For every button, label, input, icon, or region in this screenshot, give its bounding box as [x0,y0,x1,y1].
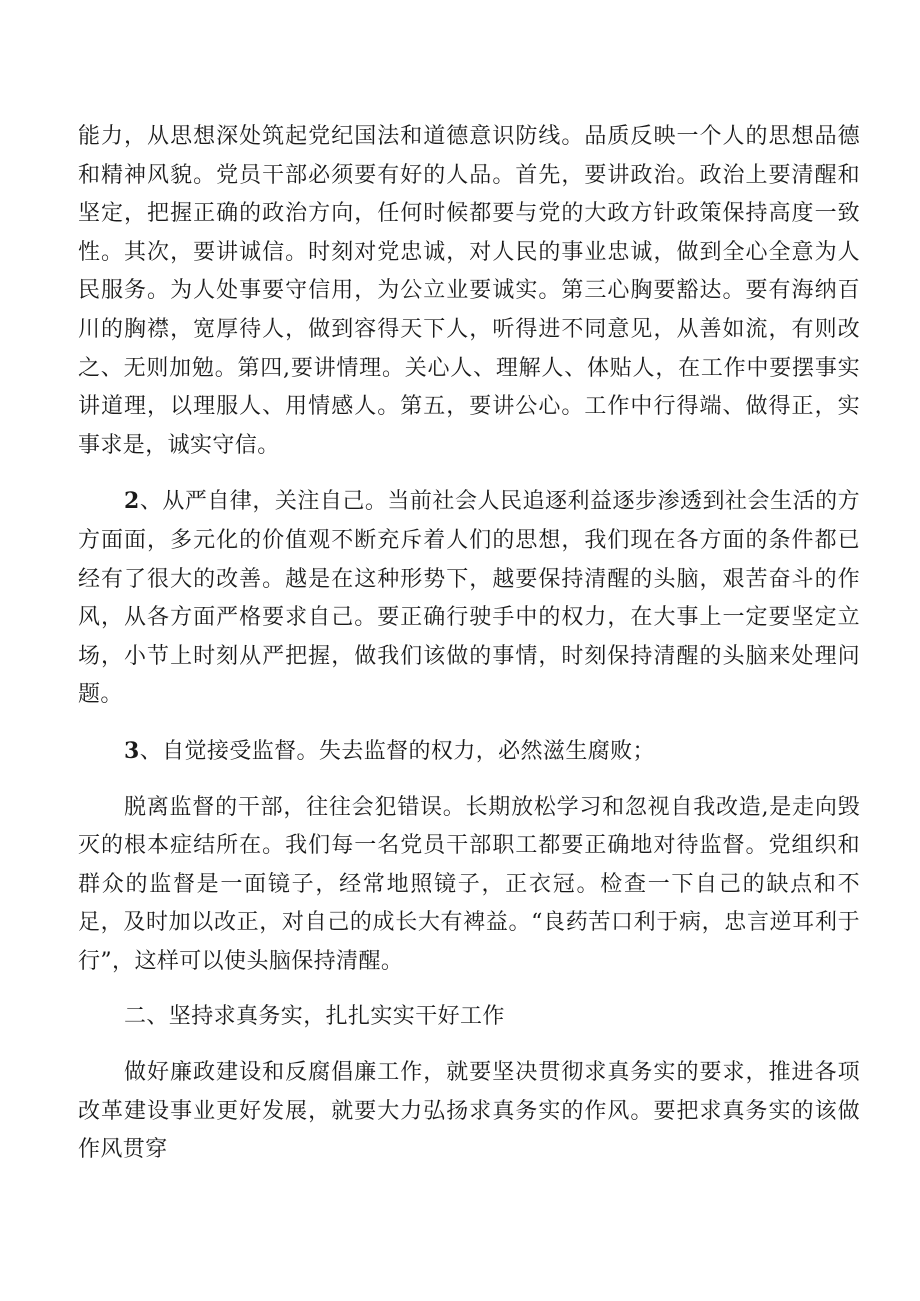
paragraph-text: 能力，从思想深处筑起党纪国法和道德意识防线。品质反映一个人的思想品德和精神风貌。党员干部必须要有好的人品。首先，要讲政治。政治上要清醒和坚定，把握正确的政治方向，任何时候都要与党的大政方针政策保持高度一致性。其次，要讲诚信。时刻对党忠诚，对人民的事业忠诚，做到全心全意为人民服务。为人处事要守信用，为公立业要诚实。第三心胸要豁达。要有海纳百川的胸襟，宽厚待人，做到容得天下人，听得进不同意见，从善如流，有则改之、无则加勉。第四,要讲情理。关心人、理解人、体贴人，在工作中要摆事实讲道理，以理服人、用情感人。第五，要讲公心。工作中行得端、做得正，实事求是，诚实守信。 [78,124,860,458]
paragraph-anti-corruption [78,1054,860,1170]
paragraph-self-discipline [78,482,860,715]
paragraph-text: 做好廉政建设和反腐倡廉工作，就要坚决贯彻求真务实的要求，推进各项改革建设事业更好发展，就要大力弘扬求真务实的作风。要把求真务实的该做作风贯穿 [78,1060,860,1163]
heading-text: 二、坚持求真务实，扎扎实实干好工作 [124,1004,505,1030]
item-number: 3 [124,737,140,764]
paragraph-accept-supervision [78,732,860,772]
paragraph-text: 脱离监督的干部，往往会犯错误。长期放松学习和忽视自我改造,是走向毁灭的根本症结所在。我们每一名党员干部职工都要正确地对待监督。党组织和群众的监督是一面镜子，经常地照镜子，正衣冠。检查一下自己的缺点和不足，及时加以改正，对自己的成长大有裨益。“良药苦口利于病，忠言逆耳利于行”，这样可以使头脑保持清醒。 [78,794,860,974]
paragraph-moral-quality [78,118,860,465]
paragraph-text: 、从严自律，关注自己。当前社会人民追逐利益逐步渗透到社会生活的方方面面，多元化的价值观不断充斥着人们的思想，我们现在各方面的条件都已经有了很大的改善。越是在这种形势下，越要保持清醒的头脑，艰苦奋斗的作风，从各方面严格要求自己。要正确行驶手中的权力，在大事上一定要坚定立场，小节上时刻从严把握，做我们该做的事情，时刻保持清醒的头脑来处理问题。 [78,489,860,708]
paragraph-text: 、自觉接受监督。失去监督的权力，必然滋生腐败； [139,738,655,764]
document-body [78,118,860,1170]
paragraph-supervision-detail [78,789,860,982]
item-number: 2 [124,488,140,515]
section-heading-pragmatism [78,998,860,1037]
